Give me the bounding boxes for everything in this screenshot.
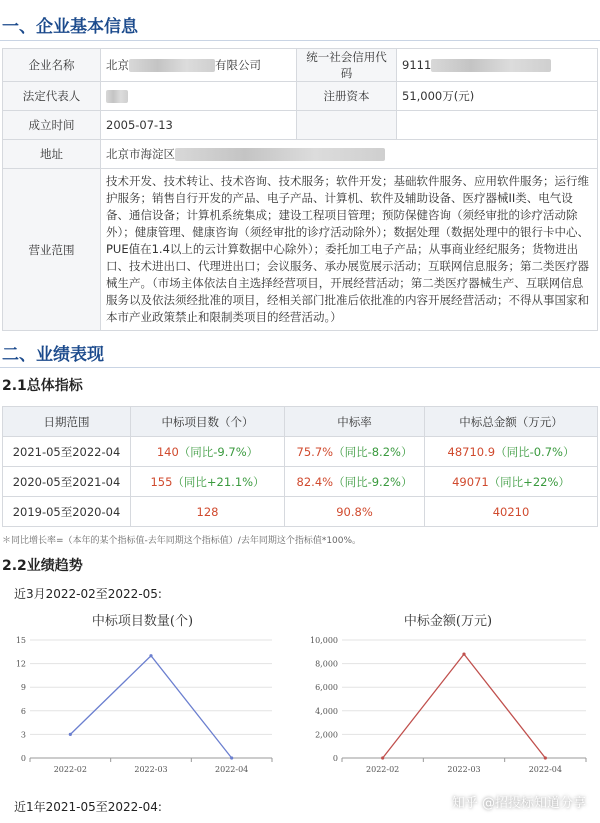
series-line xyxy=(383,654,546,758)
row-count: 128 xyxy=(131,497,285,527)
data-point xyxy=(230,756,233,759)
header-win-rate: 中标率 xyxy=(285,407,425,437)
row-count: 155（同比+21.1%） xyxy=(131,467,285,497)
row-rate: 90.8% xyxy=(285,497,425,527)
row-amount: 49071（同比+22%） xyxy=(425,467,598,497)
table-row xyxy=(3,467,598,497)
chart-bid-count-svg xyxy=(0,610,285,775)
address-label: 地址 xyxy=(3,140,101,169)
y-tick-label: 4,000 xyxy=(315,706,338,716)
chart-bid-amount xyxy=(300,610,596,775)
data-point xyxy=(462,653,465,656)
row-rate: 82.4%（同比-9.2%） xyxy=(285,467,425,497)
subsection-title-trend: 2.2业绩趋势 xyxy=(2,558,83,574)
row-rate: 75.7%（同比-8.2%） xyxy=(285,437,425,467)
table-row xyxy=(3,437,598,467)
founded-label: 成立时间 xyxy=(3,111,101,140)
x-tick-label: 2022-03 xyxy=(134,765,168,774)
data-point xyxy=(381,756,384,759)
watermark-text: 知乎 @招投标知道分享 xyxy=(451,796,586,811)
chart-title: 中标项目数量(个) xyxy=(91,614,194,629)
x-tick-label: 2022-03 xyxy=(447,765,481,774)
section-divider xyxy=(0,40,600,41)
section-divider xyxy=(0,367,600,368)
y-tick-label: 6 xyxy=(20,706,26,716)
subsection-title-overall: 2.1总体指标 xyxy=(2,378,83,394)
company-info-table xyxy=(2,48,598,331)
company-name-value: 北京 有限公司 xyxy=(101,49,297,82)
series-line xyxy=(70,656,231,758)
performance-table xyxy=(2,406,598,527)
y-tick-label: 8,000 xyxy=(315,659,338,669)
y-tick-label: 12 xyxy=(15,659,26,669)
founded-value: 2005-07-13 xyxy=(101,111,297,140)
section-title-basic-info: 一、企业基本信息 xyxy=(2,17,138,37)
section-title-performance: 二、业绩表现 xyxy=(2,345,104,365)
y-tick-label: 0 xyxy=(332,754,338,763)
x-tick-label: 2022-02 xyxy=(366,765,400,774)
legal-rep-value xyxy=(101,82,297,111)
row-range: 2020-05至2021-04 xyxy=(3,467,131,497)
recent-3-months-label: 近3月2022-02至2022-05: xyxy=(14,587,162,601)
row-range: 2019-05至2020-04 xyxy=(3,497,131,527)
chart-bid-amount-svg xyxy=(300,610,596,775)
y-tick-label: 6,000 xyxy=(315,683,338,693)
yoy-footnote: ＊同比增长率=（本年的某个指标值-去年同期这个指标值）/去年同期这个指标值*100%。 xyxy=(2,536,362,546)
redacted-block xyxy=(431,59,551,72)
row-amount: 48710.9（同比-0.7%） xyxy=(425,437,598,467)
data-point xyxy=(544,756,547,759)
y-tick-label: 15 xyxy=(15,636,26,645)
credit-code-label: 统一社会信用代码 xyxy=(297,49,397,82)
y-tick-label: 9 xyxy=(20,683,26,693)
x-tick-label: 2022-04 xyxy=(528,765,562,774)
scope-label: 营业范围 xyxy=(3,169,101,331)
header-total-amount: 中标总金额（万元） xyxy=(425,407,598,437)
data-point xyxy=(149,654,152,657)
legal-rep-label: 法定代表人 xyxy=(3,82,101,111)
address-value: 北京市海淀区 xyxy=(101,140,598,169)
y-tick-label: 10,000 xyxy=(310,636,338,645)
scope-value: 技术开发、技术转让、技术咨询、技术服务；软件开发；基础软件服务、应用软件服务；运行维护服务；销售自行开发的产品、电子产品、计算机、软件及辅助设备、医疗器械II类、电气设备、通信设备；计算机系统集成；建设工程项目管理；预防保健咨询（须经审批的诊疗活动除外）；健康管理、健康咨询（须经审批的诊疗活动除外）；数据处理（数据处理中的银行卡中心、PUE值在1.4以上的云计算数据中心除外）；委托加工电子产品；从事商业经纪服务；货物进出口、技术进出口、代理进出口；会议服务、承办展览展示活动；互联网信息服务；第二类医疗器械生产。（市场主体依法自主选择经营项目，开展经营活动；第二类医疗器械生产、互联网信息服务以及依法须经批准的项目，经相关部门批准后依批准的内容开展经营活动；不得从事国家和本市产业政策禁止和限制类项目的经营活动。） xyxy=(101,169,598,331)
row-range: 2021-05至2022-04 xyxy=(3,437,131,467)
chart-bid-count xyxy=(0,610,285,775)
recent-1-year-label: 近1年2021-05至2022-04: xyxy=(14,800,162,814)
company-name-label: 企业名称 xyxy=(3,49,101,82)
capital-value: 51,000万(元) xyxy=(397,82,598,111)
data-point xyxy=(69,733,72,736)
redacted-block xyxy=(106,90,128,103)
redacted-block xyxy=(175,148,385,161)
empty-label-cell xyxy=(297,111,397,140)
header-date-range: 日期范围 xyxy=(3,407,131,437)
capital-label: 注册资本 xyxy=(297,82,397,111)
empty-value-cell xyxy=(397,111,598,140)
y-tick-label: 3 xyxy=(20,730,26,740)
chart-title: 中标金额(万元) xyxy=(403,614,493,629)
row-amount: 40210 xyxy=(425,497,598,527)
x-tick-label: 2022-02 xyxy=(53,765,87,774)
table-row xyxy=(3,497,598,527)
header-bid-count: 中标项目数（个） xyxy=(131,407,285,437)
x-tick-label: 2022-04 xyxy=(215,765,249,774)
y-tick-label: 2,000 xyxy=(315,730,338,740)
redacted-block xyxy=(129,59,215,72)
y-tick-label: 0 xyxy=(20,754,26,763)
credit-code-value: 9111 xyxy=(397,49,598,82)
table-header-row xyxy=(3,407,598,437)
row-count: 140（同比-9.7%） xyxy=(131,437,285,467)
